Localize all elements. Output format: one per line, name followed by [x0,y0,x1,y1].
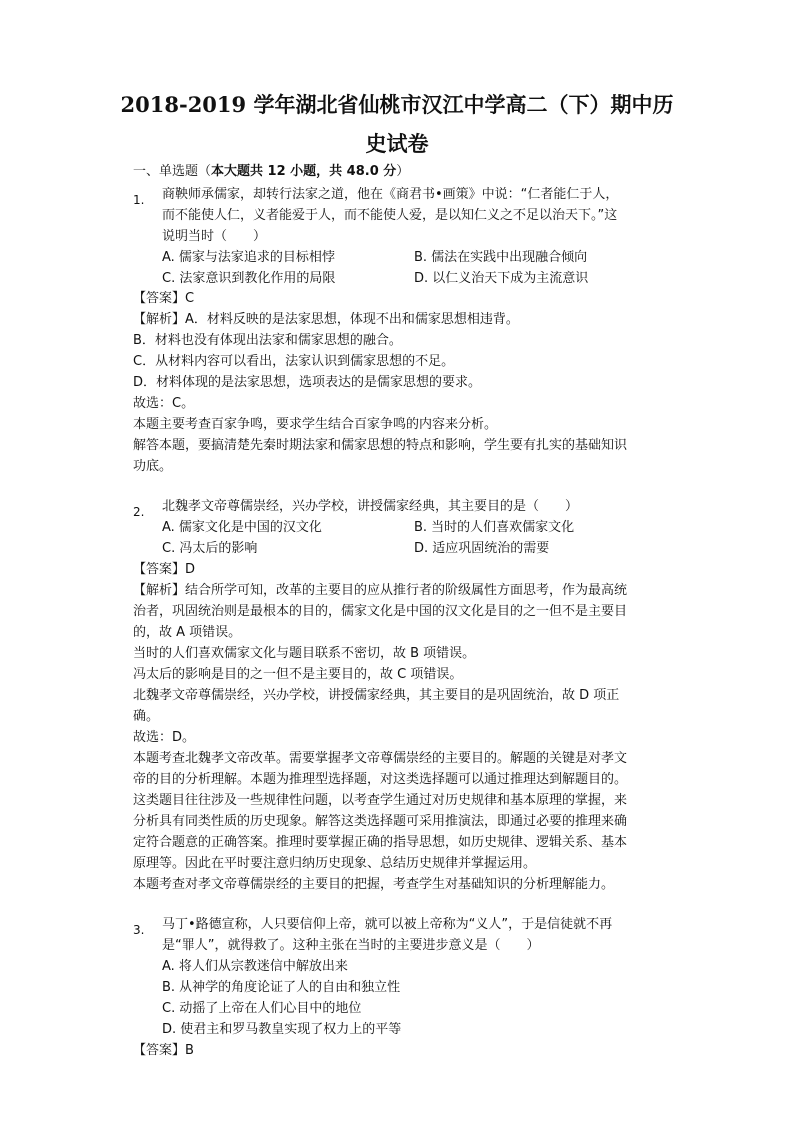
analysis-line: 故选：D。 [133,730,196,745]
analysis-line: 帝的目的分析理解。本题为推理型选择题，对这类选择题可以通过推理达到解题目的。 [133,772,628,787]
analysis-line: 【解析】结合所学可知，改革的主要目的应从推行者的阶级属性方面思考，作为最高统 [133,583,628,598]
analysis-line: 功底。 [133,459,173,474]
page-title-line2: 史试卷 [365,131,429,156]
answer-line: 【答案】D [133,562,196,577]
analysis-line: 本题考查北魏孝文帝改革。需要掌握孝文帝尊儒崇经的主要目的。解题的关键是对孝文 [133,751,628,766]
option-b: B. 当时的人们喜欢儒家文化 [414,520,575,535]
option-b: B. 儒法在实践中出现融合倾向 [414,250,588,265]
analysis-line: D．材料体现的是法家思想，选项表达的是儒家思想的要求。 [133,375,482,390]
question-stem-line: 说明当时（ ） [162,229,267,244]
analysis-line: 分析具有同类性质的历史现象。解答这类选择题可采用推演法，即通过必要的推理来确 [133,814,628,829]
question-number: 2. [133,505,145,519]
option-b: B. 从神学的角度论证了人的自由和独立性 [162,980,401,995]
analysis-line: 本题考查对孝文帝尊儒崇经的主要目的把握，考查学生对基础知识的分析理解能力。 [133,877,615,892]
analysis-line: 这类题目往往涉及一些规律性问题，以考查学生通过对历史规律和基本原理的掌握，来 [133,793,628,808]
question-stem-line: 北魏孝文帝尊儒崇经，兴办学校，讲授儒家经典，其主要目的是（ ） [162,499,579,514]
analysis-line: 本题主要考查百家争鸣，要求学生结合百家争鸣的内容来分析。 [133,417,498,432]
answer-line: 【答案】B [133,1043,194,1058]
analysis-line: 治者，巩固统治则是最根本的目的，儒家文化是中国的汉文化是目的之一但不是主要目 [133,604,628,619]
analysis-line: 解答本题，要搞清楚先秦时期法家和儒家思想的特点和影响，学生要有扎实的基础知识 [133,438,628,453]
section-heading: 一、单选题（本大题共 12 小题，共 48.0 分） [133,164,410,179]
question-stem-line: 而不能使人仁，义者能爱于人，而不能使人爱，是以知仁义之不足以治天下。”这 [162,208,618,223]
option-c: C. 冯太后的影响 [162,541,258,556]
analysis-line: B．材料也没有体现出法家和儒家思想的融合。 [133,333,402,348]
question-number: 3. [133,923,145,937]
analysis-line: 【解析】A．材料反映的是法家思想，体现不出和儒家思想相违背。 [133,312,519,327]
analysis-line: 原理等。因此在平时要注意归纳历史现象、总结历史规律并掌握运用。 [133,856,537,871]
answer-line: 【答案】C [133,291,195,306]
option-d: D. 使君主和罗马教皇实现了权力上的平等 [162,1022,402,1037]
question-stem-line: 是“罪人”，就得救了。这种主张在当时的主要进步意义是（ ） [162,938,540,953]
analysis-line: 定符合题意的正确答案。推理时要掌握正确的指导思想，如历史规律、逻辑关系、基本 [133,835,628,850]
question-stem-line: 马丁•路德宣称，人只要信仰上帝，就可以被上帝称为“义人”，于是信徒就不再 [162,917,613,932]
question-stem-line: 商鞅师承儒家，却转行法家之道，他在《商君书•画策》中说：“仁者能仁于人， [162,187,619,202]
analysis-line: 的，故 A 项错误。 [133,625,242,640]
analysis-line: 故选：C。 [133,396,195,411]
option-a: A. 儒家文化是中国的汉文化 [162,520,322,535]
option-a: A. 将人们从宗教迷信中解放出来 [162,959,348,974]
page-title-line1: 2018-2019 学年湖北省仙桃市汉江中学高二（下）期中历 [120,92,674,117]
option-a: A. 儒家与法家追求的目标相悖 [162,250,335,265]
analysis-line: 冯太后的影响是目的之一但不是主要目的，故 C 项错误。 [133,667,463,682]
analysis-line: 确。 [133,709,160,724]
question-number: 1. [133,193,145,207]
analysis-line: 北魏孝文帝尊儒崇经，兴办学校，讲授儒家经典，其主要目的是巩固统治，故 D 项正 [133,688,620,703]
analysis-line: 当时的人们喜欢儒家文化与题目联系不密切，故 B 项错误。 [133,646,476,661]
option-d: D. 适应巩固统治的需要 [414,541,550,556]
analysis-line: C．从材料内容可以看出，法家认识到儒家思想的不足。 [133,354,455,369]
option-c: C. 法家意识到教化作用的局限 [162,271,336,286]
option-c: C. 动摇了上帝在人们心目中的地位 [162,1001,362,1016]
option-d: D. 以仁义治天下成为主流意识 [414,271,589,286]
